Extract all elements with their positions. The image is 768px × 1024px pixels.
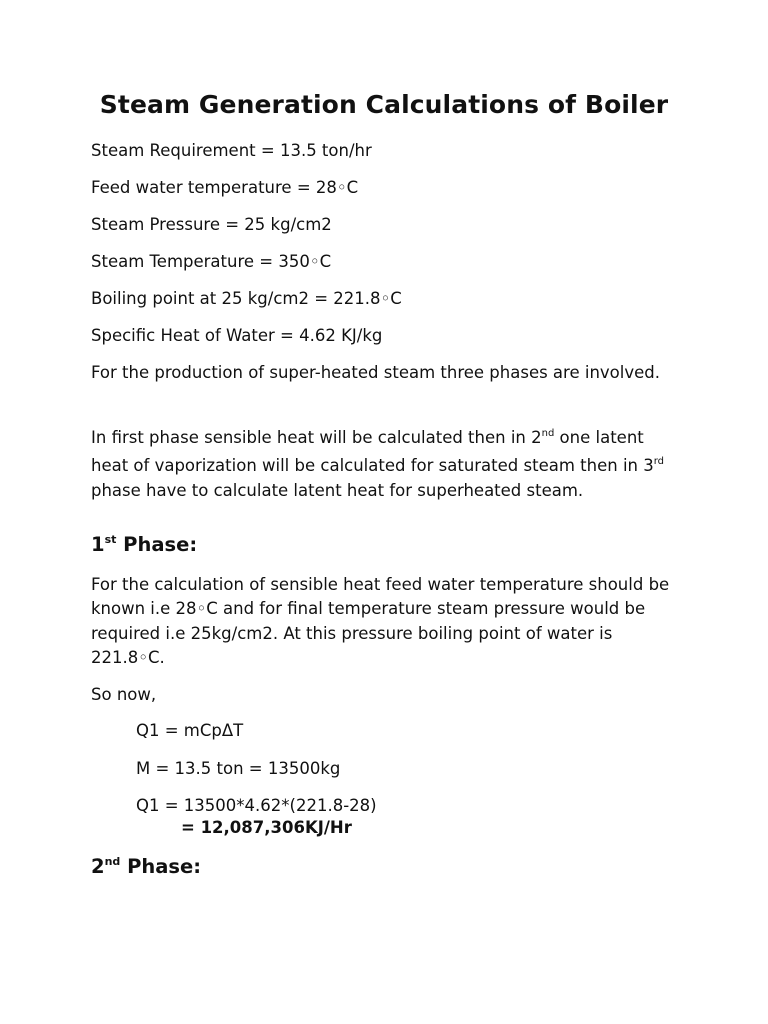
given-steam-pressure: Steam Pressure = 25 kg/cm2 [91,215,332,234]
superscript-rd: rd [653,456,665,468]
result-value: 12,087,306KJ/Hr [200,818,352,837]
given-steam-temperature: Steam Temperature = 350◦C [91,252,332,271]
phases-text-part2: one latent heat of vaporization will be calculated for saturated steam then in 3 [91,428,654,476]
phases-text-part1: In first phase sensible heat will be calculated then in 2 [91,428,542,447]
phases-text-part3: phase have to calculate latent heat for superheated steam. [91,480,584,500]
given-specific-heat: Specific Heat of Water = 4.62 KJ/kg [91,326,383,345]
phase2-heading [91,855,201,878]
phase1-heading-label: Phase: [116,533,198,556]
phase1-heading-superscript: st [104,533,117,546]
equation-mass: M = 13.5 ton = 13500kg [136,759,341,778]
phase1-paragraph: For the calculation of sensible heat feed water temperature should be known i.e 28◦C and for final temperature steam pressure would be required i.e 25kg/cm2. At this pressure boiling point of water is 221.8◦C. [91,575,670,668]
given-steam-requirement: Steam Requirement = 13.5 ton/hr [91,141,372,160]
phase2-heading-superscript: nd [104,855,121,868]
phase2-heading-label: Phase: [120,855,202,878]
given-feed-water-temperature: Feed water temperature = 28◦C [91,178,359,197]
phase1-heading [91,533,197,556]
phase2-heading-number: 2 [91,855,105,878]
equation-q1-result [181,818,352,837]
superscript-nd: nd [541,428,555,439]
so-now-text: So now, [91,685,157,704]
intro-paragraph: For the production of super-heated steam three phases are involved. [91,363,660,382]
phases-paragraph [91,422,681,503]
equation-q1-substitution: Q1 = 13500*4.62*(221.8-28) [136,796,377,815]
page-title: Steam Generation Calculations of Boiler [99,90,669,119]
given-boiling-point: Boiling point at 25 kg/cm2 = 221.8◦C [91,289,402,308]
phase1-heading-number: 1 [91,533,105,556]
equation-q1-formula: Q1 = mCpΔT [136,721,244,740]
result-equals: = [181,818,201,837]
